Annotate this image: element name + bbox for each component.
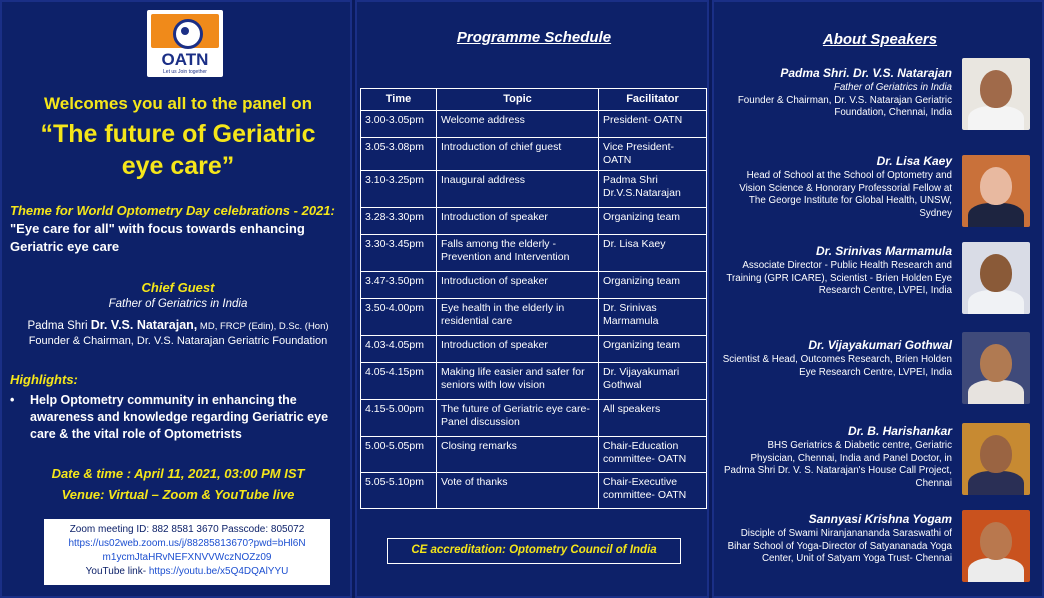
highlight-text: Help Optometry community in enhancing the awareness and knowledge regarding Geriatric eye care & the vital role of Optometrists — [30, 393, 329, 441]
logo-tagline: Let us Join together — [163, 69, 207, 75]
schedule-topic: Introduction of speaker — [437, 336, 599, 363]
photo-body-shape — [968, 380, 1024, 404]
speaker-bio: Associate Director - Public Health Research and Training (GPR ICARE), Scientist - Brien Holden Eye Research Centre, LVPEI, India — [726, 260, 952, 296]
schedule-time: 3.10-3.25pm — [361, 171, 437, 208]
schedule-facilitator: Dr. Lisa Kaey — [599, 235, 707, 272]
chief-guest-role: Founder & Chairman, Dr. V.S. Natarajan Geriatric Foundation — [28, 335, 328, 347]
photo-body-shape — [968, 558, 1024, 582]
schedule-topic: Inaugural address — [437, 171, 599, 208]
theme-text — [10, 202, 348, 256]
schedule-time: 3.47-3.50pm — [361, 272, 437, 299]
speaker-card — [722, 66, 952, 120]
schedule-row — [361, 400, 707, 437]
photo-body-shape — [968, 290, 1024, 314]
speaker-card — [722, 244, 952, 298]
speaker-card — [722, 424, 952, 490]
schedule-time: 3.50-4.00pm — [361, 299, 437, 336]
photo-body-shape — [968, 203, 1024, 227]
photo-face-shape — [980, 167, 1012, 205]
theme-detail: "Eye care for all" with focus towards enhancing Geriatric eye care — [10, 221, 305, 254]
bullet-icon: • — [10, 393, 15, 407]
schedule-topic: Introduction of speaker — [437, 272, 599, 299]
speaker-bio-tagline: Father of Geriatrics in India — [833, 82, 952, 93]
schedule-time: 3.05-3.08pm — [361, 138, 437, 171]
speaker-name: Dr. Lisa Kaey — [876, 154, 952, 168]
speaker-bio: Founder & Chairman, Dr. V.S. Natarajan Geriatric Foundation, Chennai, India — [737, 94, 952, 118]
schedule-time: 3.30-3.45pm — [361, 235, 437, 272]
schedule-time: 4.15-5.00pm — [361, 400, 437, 437]
youtube-label: YouTube link- — [85, 566, 149, 577]
speaker-photo — [962, 155, 1030, 227]
speakers-panel — [712, 0, 1044, 598]
chief-guest-name-line — [2, 318, 354, 332]
photo-body-shape — [968, 471, 1024, 495]
schedule-topic: Welcome address — [437, 111, 599, 138]
oatn-logo — [147, 10, 223, 77]
speaker-photo — [962, 423, 1030, 495]
speaker-name: Sannyasi Krishna Yogam — [808, 512, 952, 526]
youtube-link[interactable]: https://youtu.be/x5Q4DQAlYYU — [148, 566, 289, 577]
photo-face-shape — [980, 435, 1012, 473]
schedule-header-row — [361, 89, 707, 111]
highlights-label: Highlights: — [10, 372, 78, 387]
schedule-facilitator: All speakers — [599, 400, 707, 437]
zoom-meeting-id: Zoom meeting ID: 882 8581 3670 Passcode: 805072 — [69, 524, 305, 535]
schedule-row — [361, 437, 707, 473]
theme-label: Theme for World Optometry Day celebrations - 2021: — [10, 203, 335, 218]
schedule-topic: Introduction of chief guest — [437, 138, 599, 171]
schedule-row — [361, 171, 707, 208]
schedule-row — [361, 473, 707, 509]
meeting-info-box — [44, 519, 330, 585]
chief-guest-label: Chief Guest — [141, 280, 215, 295]
speaker-name: Dr. Srinivas Marmamula — [815, 244, 952, 258]
speaker-photo — [962, 332, 1030, 404]
schedule-table — [360, 88, 707, 509]
panel-title-line2: eye care” — [121, 152, 235, 180]
schedule-time: 5.05-5.10pm — [361, 473, 437, 509]
schedule-topic: Vote of thanks — [437, 473, 599, 509]
speaker-bio: Disciple of Swami Niranjanananda Saraswathi of Bihar School of Yoga-Director of Satyananada Yoga Center, Unit of Satyam Yoga Trust- Chennai — [727, 528, 952, 564]
schedule-topic: Eye health in the elderly in residential care — [437, 299, 599, 336]
chief-guest-degrees: MD, FRCP (Edin), D.Sc. (Hon) — [197, 321, 329, 332]
schedule-facilitator: Chair-Education committee- OATN — [599, 437, 707, 473]
zoom-link-line2[interactable]: m1ycmJtaHRvNEFXNVVWczNOZz09 — [102, 552, 272, 563]
schedule-facilitator: Dr. Srinivas Marmamula — [599, 299, 707, 336]
photo-face-shape — [980, 254, 1012, 292]
speakers-title: About Speakers — [822, 31, 938, 48]
speaker-card — [722, 338, 952, 379]
schedule-topic: Closing remarks — [437, 437, 599, 473]
schedule-facilitator: Vice President- OATN — [599, 138, 707, 171]
schedule-time: 3.00-3.05pm — [361, 111, 437, 138]
schedule-body — [361, 111, 707, 509]
speaker-card — [722, 154, 952, 220]
schedule-title: Programme Schedule — [456, 29, 612, 46]
left-panel — [0, 0, 352, 598]
panel-title — [2, 118, 354, 182]
speaker-photo — [962, 510, 1030, 582]
eye-icon — [151, 14, 219, 48]
chief-guest-prefix: Padma Shri — [27, 320, 91, 332]
photo-body-shape — [968, 106, 1024, 130]
youtube-line — [44, 565, 330, 579]
speaker-bio: Scientist & Head, Outcomes Research, Brien Holden Eye Research Centre, LVPEI, India — [722, 354, 952, 378]
photo-face-shape — [980, 344, 1012, 382]
speaker-name: Dr. B. Harishankar — [847, 424, 952, 438]
schedule-panel — [355, 0, 709, 598]
speaker-photo — [962, 58, 1030, 130]
schedule-time: 3.28-3.30pm — [361, 208, 437, 235]
header-time: Time — [361, 89, 437, 111]
speaker-bio: Head of School at the School of Optometry and Vision Science & Honorary Professorial Fellow at The George Institute for Global Health, UNSW, Sydney — [739, 170, 952, 219]
welcome-text: Welcomes you all to the panel on — [44, 94, 312, 113]
schedule-time: 4.05-4.15pm — [361, 363, 437, 400]
schedule-time: 5.00-5.05pm — [361, 437, 437, 473]
speaker-card — [722, 512, 952, 566]
logo-text: OATN — [161, 50, 209, 69]
schedule-facilitator: Dr. Vijayakumari Gothwal — [599, 363, 707, 400]
schedule-facilitator: President- OATN — [599, 111, 707, 138]
schedule-row — [361, 235, 707, 272]
schedule-topic: Making life easier and safer for seniors with low vision — [437, 363, 599, 400]
date-time: Date & time : April 11, 2021, 03:00 PM IST — [51, 466, 305, 481]
schedule-facilitator: Padma Shri Dr.V.S.Natarajan — [599, 171, 707, 208]
schedule-facilitator: Organizing team — [599, 336, 707, 363]
photo-face-shape — [980, 70, 1012, 108]
header-topic: Topic — [437, 89, 599, 111]
schedule-row — [361, 272, 707, 299]
header-facilitator: Facilitator — [599, 89, 707, 111]
schedule-topic: Falls among the elderly - Prevention and Intervention — [437, 235, 599, 272]
schedule-topic: The future of Geriatric eye care- Panel discussion — [437, 400, 599, 437]
schedule-facilitator: Organizing team — [599, 272, 707, 299]
speaker-name: Dr. Vijayakumari Gothwal — [808, 338, 952, 352]
photo-face-shape — [980, 522, 1012, 560]
schedule-topic: Introduction of speaker — [437, 208, 599, 235]
ce-accreditation: CE accreditation: Optometry Council of India — [387, 538, 681, 564]
schedule-row — [361, 363, 707, 400]
schedule-row — [361, 336, 707, 363]
speaker-photo — [962, 242, 1030, 314]
schedule-row — [361, 208, 707, 235]
speaker-bio: BHS Geriatrics & Diabetic centre, Geriatric Physician, Chennai, India and Panel Doctor, in Padma Shri Dr. V. S. Natarajan's House Call Project, Chennai — [723, 440, 952, 489]
schedule-row — [361, 299, 707, 336]
schedule-time: 4.03-4.05pm — [361, 336, 437, 363]
panel-title-line1: “The future of Geriatric — [40, 120, 316, 148]
chief-guest-name: Dr. V.S. Natarajan, — [90, 318, 198, 332]
schedule-row — [361, 111, 707, 138]
venue: Venue: Virtual – Zoom & YouTube live — [61, 487, 295, 502]
highlight-item — [10, 392, 348, 443]
chief-guest-subtitle: Father of Geriatrics in India — [108, 298, 248, 310]
speaker-name: Padma Shri. Dr. V.S. Natarajan — [780, 66, 952, 80]
schedule-row — [361, 138, 707, 171]
schedule-facilitator: Organizing team — [599, 208, 707, 235]
schedule-facilitator: Chair-Executive committee- OATN — [599, 473, 707, 509]
zoom-link-line1[interactable]: https://us02web.zoom.us/j/88285813670?pwd=bHl6N — [68, 538, 306, 549]
